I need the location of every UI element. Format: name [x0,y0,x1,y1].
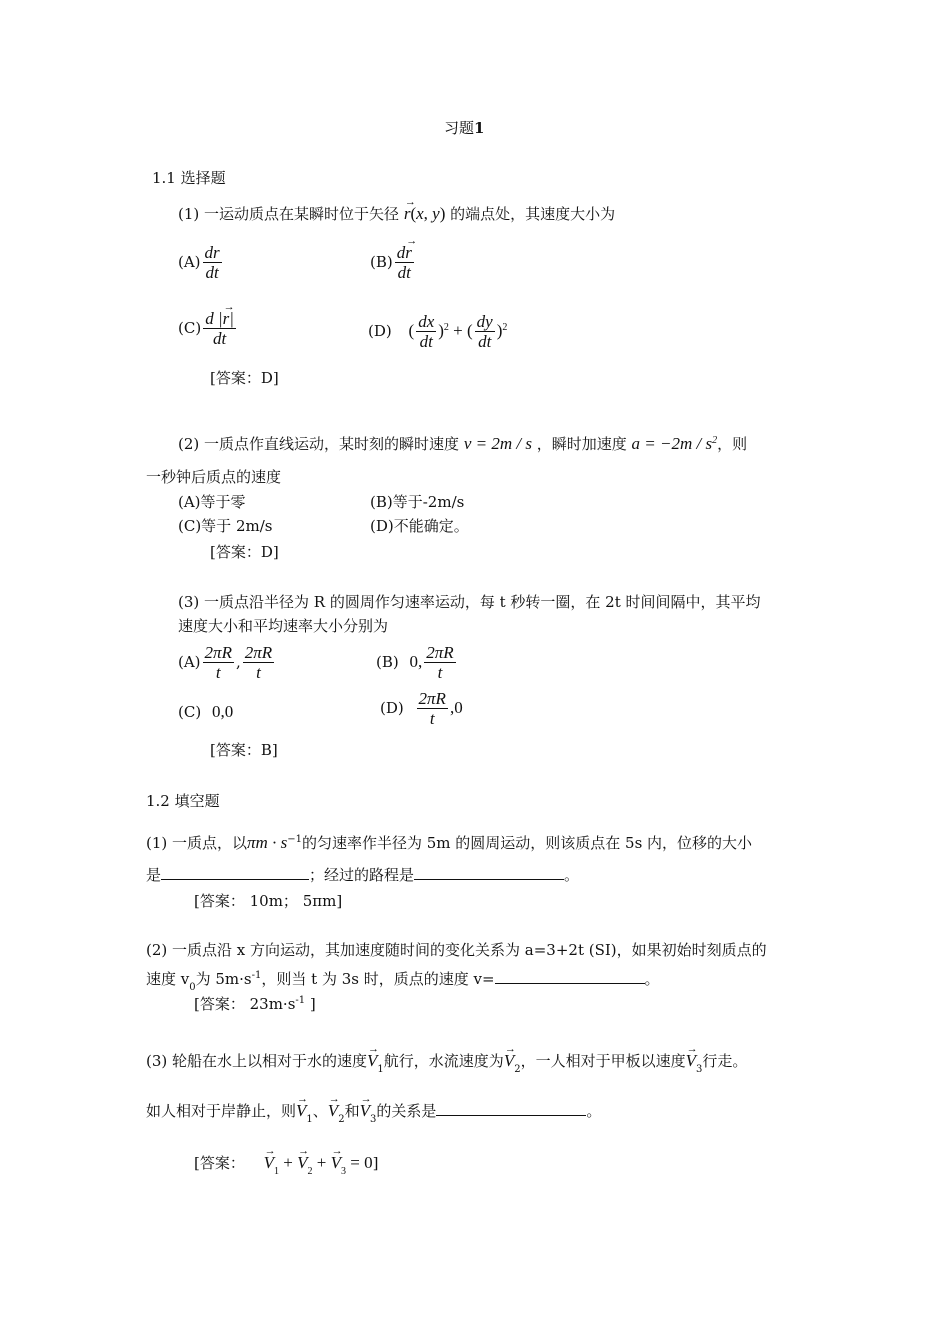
option-1-1-3-b: (B) 0, $\frac{2\pi R}{t}$ [376,642,454,682]
fraction-d-abs-r-dt: d |r → | dt [205,300,235,348]
option-1-1-1-c: (C) d |r → | dt [178,300,235,348]
section-heading-1-1: 1.1 选择题 [152,169,226,187]
option-1-1-3-d: (D) $\frac{2\pi R}{t}$ ,0 [380,688,463,728]
question-1-1-2-stem: (2) 一质点作直线运动，某时刻的瞬时速度 v = 2m / s ，瞬时加速度 $a = -2m / s^2$，则 [178,434,748,453]
question-1-1-1-stem: (1) 一运动质点在某瞬时位于矢径 r → (x, y) 的端点处，其速度大小为 [178,196,616,223]
question-1-1-3-stem: (3) 一质点沿半径为 R 的圆周作匀速率运动，每 t 秒转一圈，在 2t 时间间隔中，其平均 [178,593,761,611]
question-1-2-1-stem: (1) 一质点，以$\pi m \cdot s^{-1}$的匀速率作半径为 5m 的圆周运动，则该质点在 5s 内，位移的大小 [146,833,753,852]
answer-1-2-3: [答案： V → $_1$ + V → $_2$ + V → $_3$ = 0] [194,1145,379,1177]
option-1-1-2-d: (D)不能确定。 [370,517,469,535]
fraction-dvec-r-dt: dr → dt [396,234,418,282]
vector-r-expression: r → (x, y) [403,196,446,223]
fill-blank-displacement[interactable] [161,865,309,880]
option-1-1-1-a: (A) $\frac{dr}{dt}$ [178,242,220,282]
question-1-1-2-stem-line2: 一秒钟后质点的速度 [146,468,282,486]
page-title: 习题1 [444,119,485,137]
question-1-2-3-stem: (3) 轮船在水上以相对于水的速度V → $_1$航行，水流速度为V → $_2$，一人相对于甲板以速度V → $_3$行走。 [146,1043,748,1075]
fill-blank-velocity[interactable] [495,969,645,984]
fill-blank-path-length[interactable] [414,865,564,880]
option-1-1-2-a: (A)等于零 [178,493,246,511]
speed-components-expression: ( $\frac{dx}{dt}$ )$^2$ + ( $\frac{dy}{dt}$ )$^2$ [408,311,508,351]
question-1-2-2-line2: 速度 $v_0$为 $5m\cdot s^{-1}$，则当 t 为 3s 时，质点的速度 v= 。 [146,970,660,993]
answer-1-1-1: [答案：D] [210,369,279,387]
question-1-2-1-line2: 是 ；经过的路程是 。 [146,866,580,884]
question-1-1-3-stem-line2: 速度大小和平均速率大小分别为 [178,617,389,635]
option-1-1-3-c: (C) 0,0 [178,702,234,721]
option-1-1-1-b: (B) dr → dt [370,234,418,282]
option-1-1-1-d: (D) ( $\frac{dx}{dt}$ )$^2$ + ( $\frac{dy}{dt}$ )$^2$ [368,311,508,351]
option-1-1-3-a: (A) $\frac{2\pi R}{t}$ , $\frac{2\pi R}{t}$ [178,642,273,682]
answer-1-2-1: [答案： 10m； 5πm] [194,892,343,910]
velocity-sum-equation: V → $_1$ + V → $_2$ + V → $_3$ = 0 [263,1145,373,1177]
option-1-1-2-b: (B)等于-2m/s [370,493,465,511]
section-heading-1-2: 1.2 填空题 [146,792,220,810]
question-1-2-2-stem: (2) 一质点沿 x 方向运动，其加速度随时间的变化关系为 a=3+2t (SI)，如果初始时刻质点的 [146,941,767,959]
answer-1-1-3: [答案：B] [210,741,278,759]
option-1-1-2-c: (C)等于 2m/s [178,517,273,535]
fraction-dr-dt: $\frac{dr}{dt}$ [204,242,220,282]
answer-1-1-2: [答案：D] [210,543,279,561]
question-1-2-3-line2: 如人相对于岸静止，则V → $_1$、V → $_2$和V → $_3$的关系是 。 [146,1093,602,1125]
fill-blank-velocity-relation[interactable] [436,1101,586,1116]
answer-1-2-2: [答案： $23m\cdot s^{-1}$ ] [194,995,316,1013]
